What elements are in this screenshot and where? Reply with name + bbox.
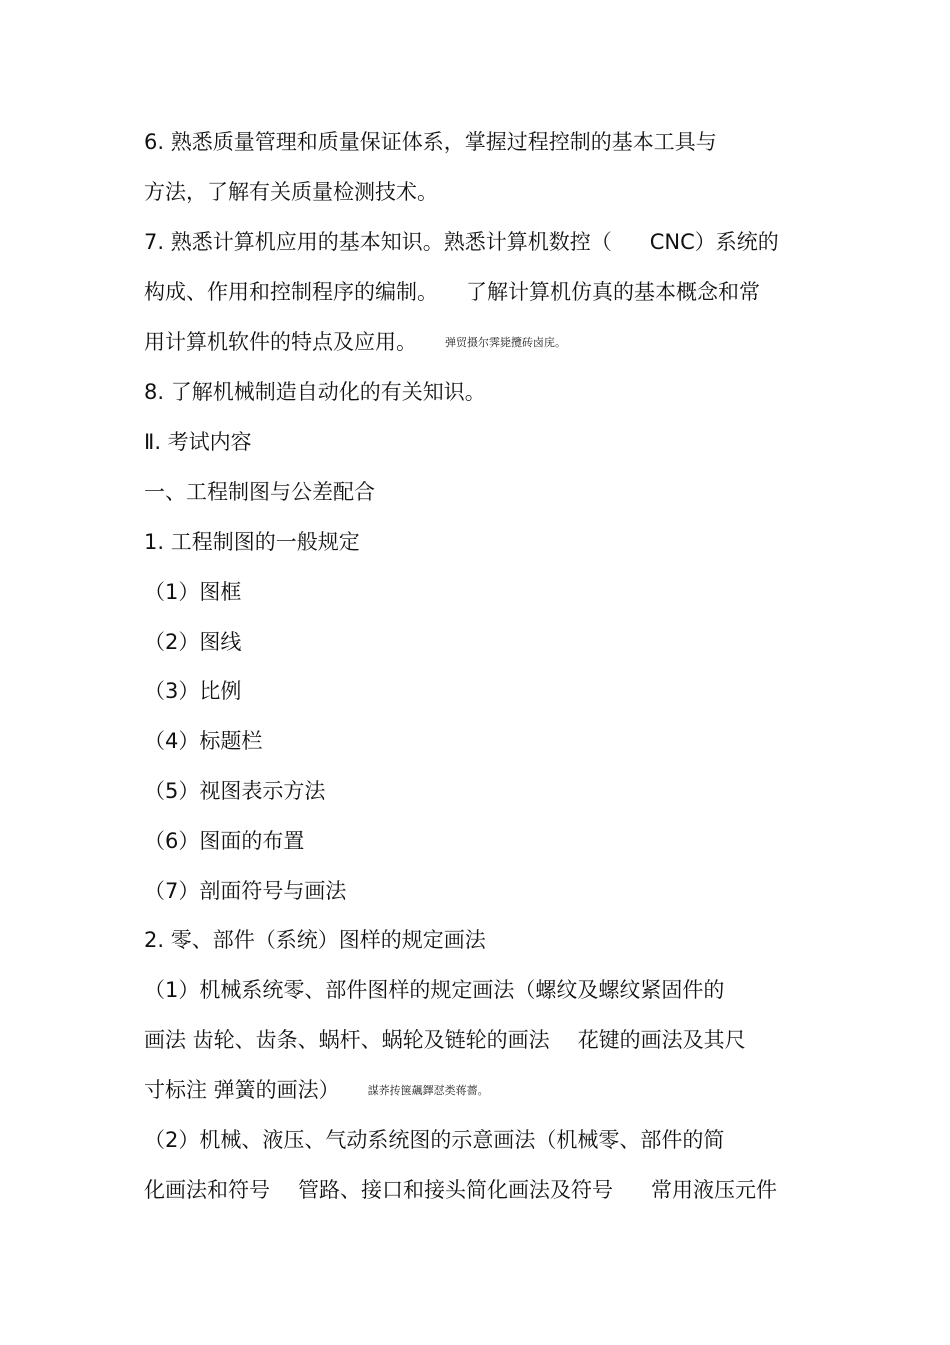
list-item	[144, 727, 262, 755]
list-item	[144, 827, 304, 855]
line-text: 8. 了解机械制造自动化的有关知识。	[144, 380, 486, 404]
line-text: 1. 工程制图的一般规定	[144, 530, 360, 554]
line-text: 7. 熟悉计算机应用的基本知识。熟悉计算机数控（	[144, 230, 612, 254]
line-text: （2）图线	[144, 630, 242, 654]
garbled-note: 謀荞抟箧飆鐸怼类蒋薔。	[367, 1084, 489, 1097]
line-text: 寸标注 弹簧的画法）	[144, 1078, 340, 1102]
line-text: 方法，了解有关质量检测技术。	[144, 180, 438, 204]
list-item	[144, 578, 241, 606]
line-text: 构成、作用和控制程序的编制。	[144, 280, 438, 304]
list-item	[144, 528, 360, 556]
paragraph-line-6	[144, 378, 486, 406]
line-text: 管路、接口和接头简化画法及符号	[298, 1178, 613, 1202]
list-item	[144, 877, 346, 905]
line-text: （4）标题栏	[144, 729, 263, 753]
line-text: （5）视图表示方法	[144, 779, 326, 803]
line-text: （6）图面的布置	[144, 829, 305, 853]
line-text: 画法 齿轮、齿条、蜗杆、蜗轮及链轮的画法	[144, 1028, 550, 1052]
line-text: 2. 零、部件（系统）图样的规定画法	[144, 928, 486, 952]
line-text: （2）机械、液压、气动系统图的示意画法（机械零、部件的简	[144, 1128, 725, 1152]
paragraph-line	[144, 1076, 489, 1105]
chapter-heading	[144, 478, 375, 506]
paragraph-line-3	[144, 228, 779, 256]
paragraph-line-1	[144, 128, 717, 156]
paragraph-line	[144, 1176, 777, 1204]
line-text: 6. 熟悉质量管理和质量保证体系，掌握过程控制的基本工具与	[144, 130, 717, 154]
paragraph-line-5	[144, 328, 566, 357]
paragraph-line-4	[144, 278, 760, 306]
paragraph-line-2	[144, 178, 438, 206]
garbled-note: 弹贸摄尔霁毙攬砖卤庑。	[445, 336, 566, 349]
list-item	[144, 926, 486, 954]
list-item	[144, 777, 325, 805]
line-text: CNC）系统的	[649, 230, 779, 254]
line-text: 常用液压元件	[651, 1178, 777, 1202]
line-text: 用计算机软件的特点及应用。	[144, 330, 417, 354]
line-text: （3）比例	[144, 679, 242, 703]
line-text: 了解计算机仿真的基本概念和常	[466, 280, 760, 304]
list-item	[144, 677, 241, 705]
line-text: 一、工程制图与公差配合	[144, 480, 375, 504]
line-text: 化画法和符号	[144, 1178, 270, 1202]
line-text: （1）机械系统零、部件图样的规定画法（螺纹及螺纹紧固件的	[144, 978, 725, 1002]
line-text: Ⅱ. 考试内容	[144, 430, 252, 454]
line-text: （7）剖面符号与画法	[144, 879, 347, 903]
line-text: 花键的画法及其尺	[577, 1028, 746, 1052]
section-heading	[144, 428, 252, 456]
list-item	[144, 1126, 724, 1154]
list-item	[144, 628, 241, 656]
line-text: （1）图框	[144, 580, 242, 604]
list-item	[144, 976, 724, 1004]
paragraph-line	[144, 1026, 746, 1054]
